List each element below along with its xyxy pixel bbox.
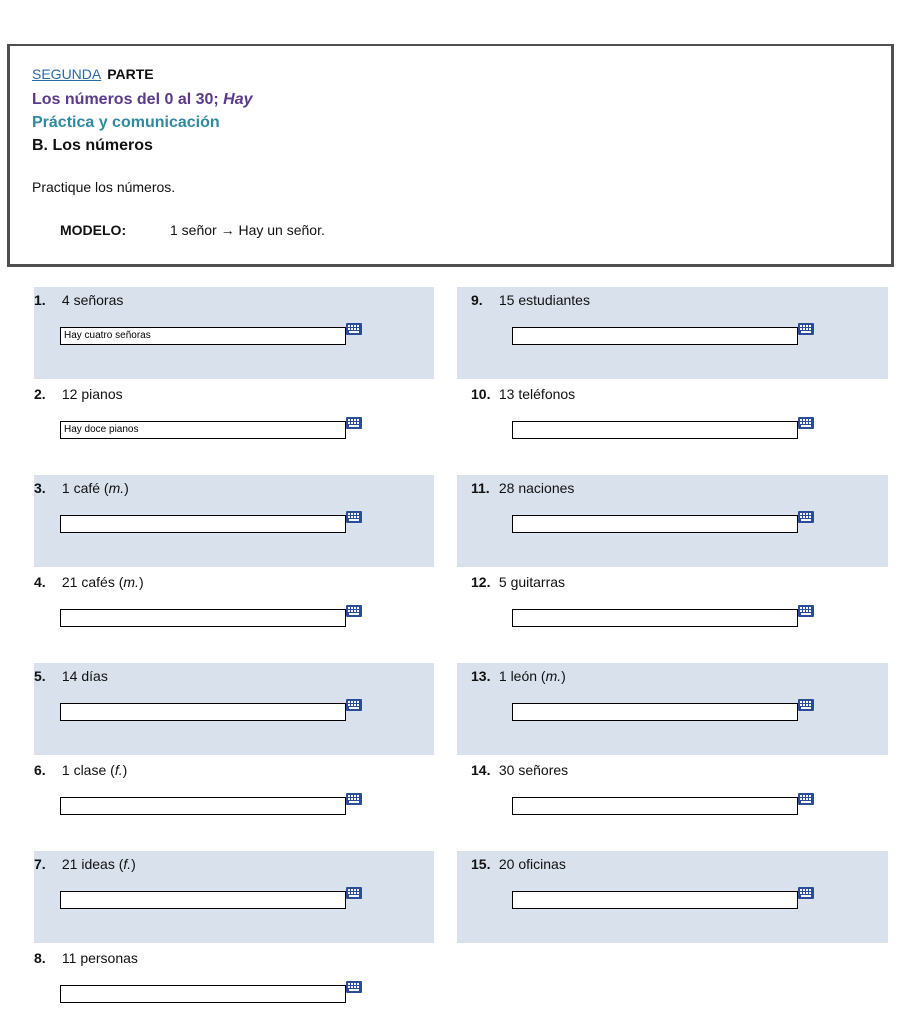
exercise-item-5 xyxy=(34,663,434,755)
model-label: MODELO: xyxy=(60,222,127,238)
item-prompt: 6. 1 clase (f.) xyxy=(34,762,128,778)
exercise-item-10 xyxy=(457,381,888,473)
model-text: 1 señor → Hay un señor. xyxy=(170,222,325,238)
keyboard-icon[interactable] xyxy=(346,981,362,993)
answer-input-12[interactable] xyxy=(512,609,798,627)
item-prompt: 9. 15 estudiantes xyxy=(471,292,590,308)
item-prompt: 10. 13 teléfonos xyxy=(471,386,576,402)
keyboard-icon[interactable] xyxy=(798,793,814,805)
item-prompt: 15. 20 oficinas xyxy=(471,856,566,872)
answer-input-5[interactable] xyxy=(60,703,346,721)
keyboard-icon[interactable] xyxy=(798,699,814,711)
keyboard-icon[interactable] xyxy=(346,699,362,711)
answer-input-11[interactable] xyxy=(512,515,798,533)
model-example xyxy=(60,221,325,239)
item-prompt: 7. 21 ideas (f.) xyxy=(34,856,136,872)
item-prompt: 14. 30 señores xyxy=(471,762,569,778)
keyboard-icon[interactable] xyxy=(346,887,362,899)
keyboard-icon[interactable] xyxy=(798,511,814,523)
item-prompt: 8. 11 personas xyxy=(34,950,138,966)
item-prompt: 4. 21 cafés (m.) xyxy=(34,574,144,590)
instruction-text: Practique los números. xyxy=(32,179,176,195)
exercise-item-1 xyxy=(34,287,434,379)
item-prompt: 5. 14 días xyxy=(34,668,108,684)
keyboard-icon[interactable] xyxy=(346,793,362,805)
exercise-item-8 xyxy=(34,945,434,1024)
exercise-item-4 xyxy=(34,569,434,661)
answer-input-14[interactable] xyxy=(512,797,798,815)
exercise-item-15 xyxy=(457,851,888,943)
answer-input-6[interactable] xyxy=(60,797,346,815)
keyboard-icon[interactable] xyxy=(798,605,814,617)
exercise-item-11 xyxy=(457,475,888,567)
section-title: B. Los números xyxy=(32,137,153,154)
answer-input-3[interactable] xyxy=(60,515,346,533)
exercise-item-7 xyxy=(34,851,434,943)
exercise-item-9 xyxy=(457,287,888,379)
item-prompt: 3. 1 café (m.) xyxy=(34,480,129,496)
answer-input-4[interactable] xyxy=(60,609,346,627)
exercise-item-2 xyxy=(34,381,434,473)
lesson-title-main: Los números del 0 al 30; xyxy=(32,91,224,108)
answer-input-13[interactable] xyxy=(512,703,798,721)
keyboard-icon[interactable] xyxy=(346,323,362,335)
segunda-link[interactable]: SEGUNDA xyxy=(32,66,102,82)
exercise-item-12 xyxy=(457,569,888,661)
item-prompt: 12. 5 guitarras xyxy=(471,574,566,590)
part-label xyxy=(32,65,154,83)
item-prompt: 11. 28 naciones xyxy=(471,480,575,496)
lesson-title-hay: Hay xyxy=(223,91,253,108)
exercise-item-3 xyxy=(34,475,434,567)
keyboard-icon[interactable] xyxy=(798,323,814,335)
keyboard-icon[interactable] xyxy=(346,511,362,523)
keyboard-icon[interactable] xyxy=(798,887,814,899)
answer-input-15[interactable] xyxy=(512,891,798,909)
answer-input-1[interactable] xyxy=(60,327,346,345)
item-prompt: 2. 12 pianos xyxy=(34,386,123,402)
keyboard-icon[interactable] xyxy=(346,417,362,429)
answer-input-8[interactable] xyxy=(60,985,346,1003)
exercise-item-13 xyxy=(457,663,888,755)
exercise-header xyxy=(7,44,894,267)
answer-input-2[interactable] xyxy=(60,421,346,439)
exercise-item-6 xyxy=(34,757,434,849)
item-prompt: 1. 4 señoras xyxy=(34,292,124,308)
exercise-item-14 xyxy=(457,757,888,849)
parte-label: PARTE xyxy=(107,66,154,82)
answer-input-7[interactable] xyxy=(60,891,346,909)
keyboard-icon[interactable] xyxy=(346,605,362,617)
lesson-title xyxy=(32,89,253,111)
answer-input-10[interactable] xyxy=(512,421,798,439)
answer-input-9[interactable] xyxy=(512,327,798,345)
lesson-subtitle: Práctica y comunicación xyxy=(32,114,220,131)
item-prompt: 13. 1 león (m.) xyxy=(471,668,566,684)
keyboard-icon[interactable] xyxy=(798,417,814,429)
